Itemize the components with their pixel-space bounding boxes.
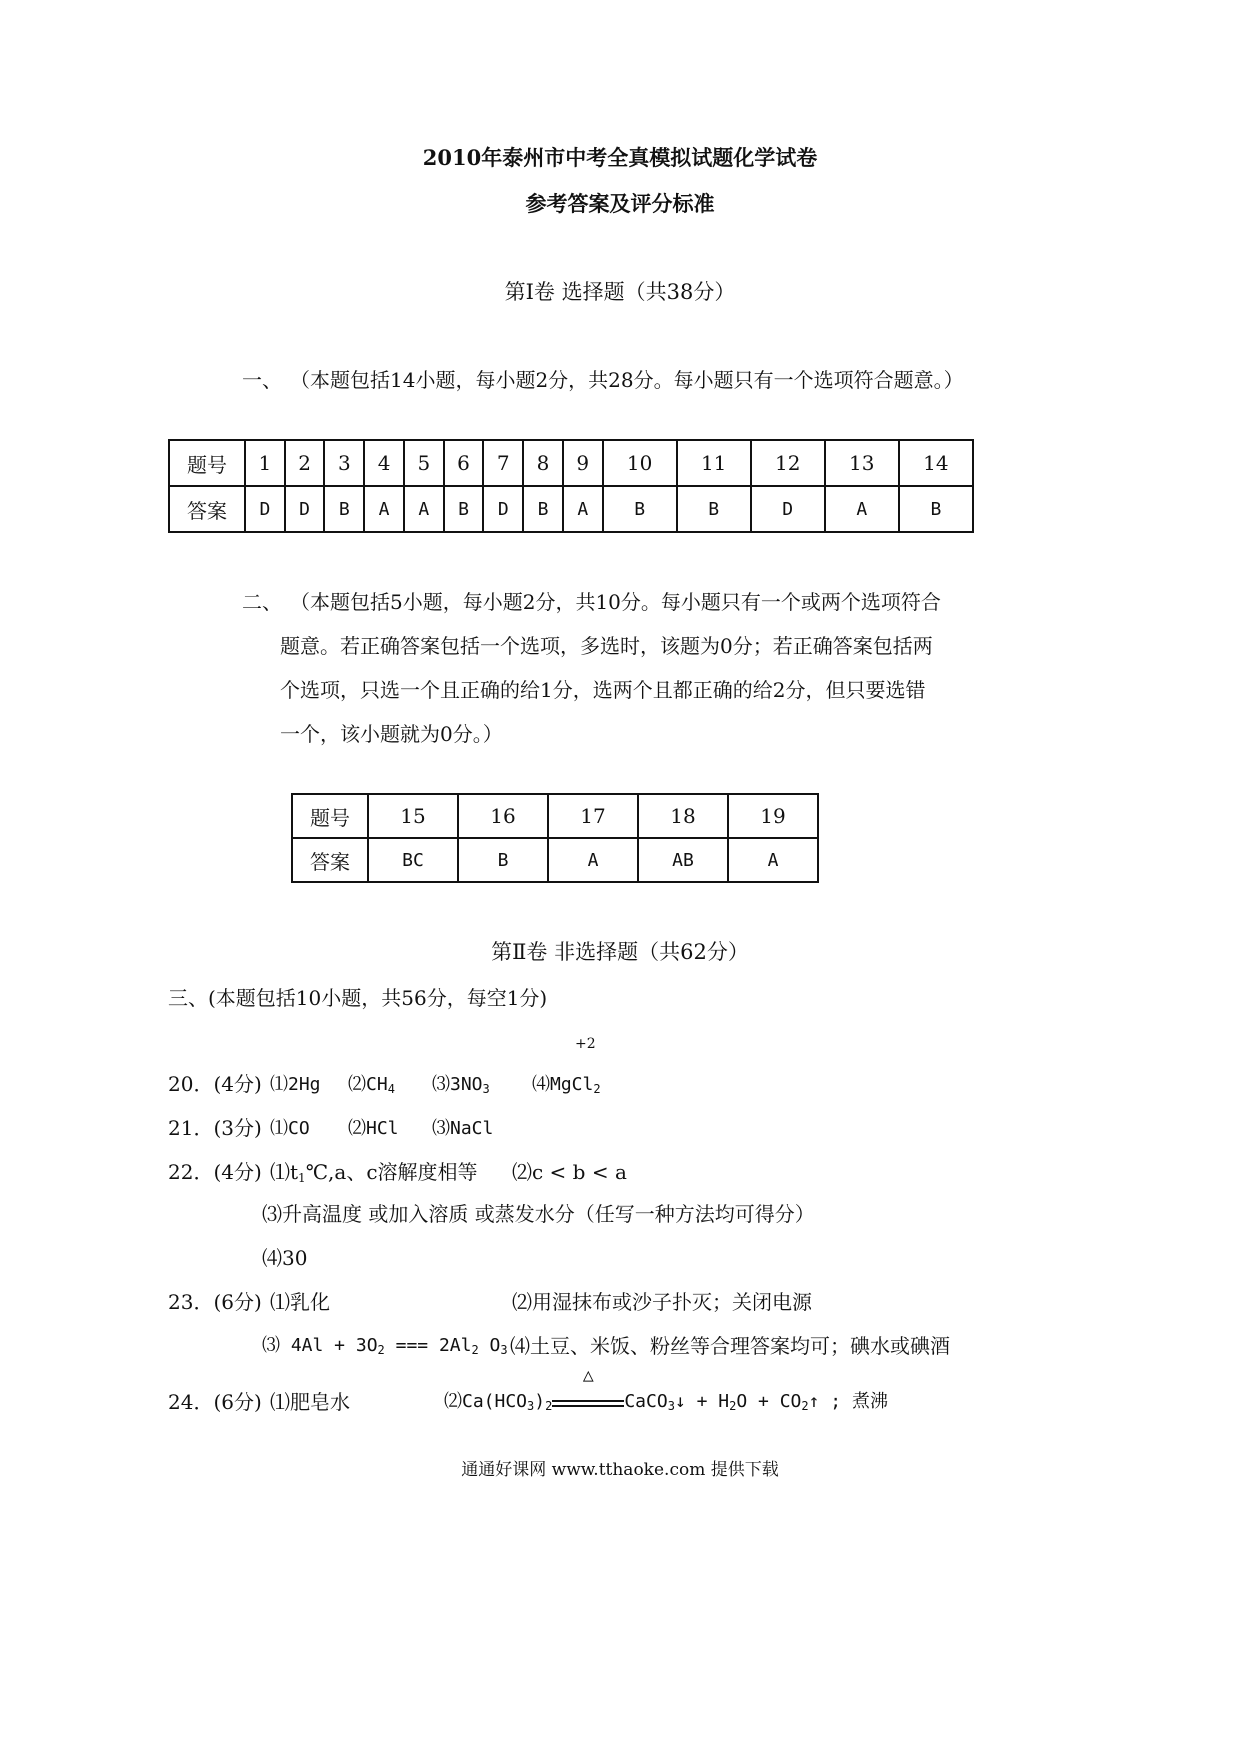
q22-answer-4: ⑷30	[262, 1246, 308, 1270]
answer-cell: B	[324, 486, 364, 532]
question-number-cell: 16	[458, 794, 548, 838]
q20-answer-1: ⑴2Hg	[270, 1074, 321, 1095]
q20-answer-4: ⑷MgCl$_2$	[532, 1074, 601, 1096]
sec1-label: 一、	[242, 368, 282, 392]
answer-cell: D	[483, 486, 523, 532]
sec2-desc-line: 一个，该小题就为0分。）	[280, 722, 503, 746]
answer-cell: A	[404, 486, 444, 532]
answer-cell: D	[751, 486, 825, 532]
answer-table-1	[168, 439, 974, 533]
document-title: 2010年泰州市中考全真模拟试题化学试卷	[422, 145, 818, 170]
question-number-cell: 8	[523, 440, 563, 486]
q23-answer-4: ⑷土豆、米饭、粉丝等合理答案均可；碘水或碘酒	[510, 1334, 950, 1358]
sec2-desc-line: 题意。若正确答案包括一个选项，多选时，该题为0分；若正确答案包括两	[280, 634, 933, 658]
q23-answer-1: ⑴乳化	[270, 1290, 330, 1314]
q24-answer-2: $⑵Ca(HCO_3)_2$ △ CaCO$_3$↓ + $H_2O$ + $CO_2↑$ ; 煮沸	[444, 1365, 888, 1413]
question-number-cell: 1	[245, 440, 285, 486]
q23-answer-3: ⑶ $4Al + 3O_2$ === $2Al_2$ $O_3$	[262, 1335, 508, 1357]
question-number-cell: 14	[899, 440, 973, 486]
sec2-desc-line: （本题包括5小题，每小题2分，共10分。每小题只有一个或两个选项符合	[290, 590, 941, 614]
q22-answer-3: ⑶升高温度 或加入溶质 或蒸发水分（任写一种方法均可得分）	[262, 1202, 815, 1226]
answer-cell: A	[548, 838, 638, 882]
heat-triangle-icon: △	[582, 1365, 594, 1386]
question-number-cell: 18	[638, 794, 728, 838]
sec1-desc: （本题包括14小题，每小题2分，共28分。每小题只有一个选项符合题意。）	[290, 368, 964, 392]
answer-cell: BC	[368, 838, 458, 882]
answer-cell: B	[603, 486, 677, 532]
footer-credit: 通通好课网 www.tthaoke.com 提供下载	[461, 1460, 779, 1480]
q23-number: 23．(6分)	[168, 1290, 262, 1314]
answer-cell: B	[444, 486, 484, 532]
question-number-cell: 5	[404, 440, 444, 486]
answer-cell: B	[677, 486, 751, 532]
question-number-cell: 12	[751, 440, 825, 486]
q24-answer-1: ⑴肥皂水	[270, 1390, 350, 1414]
q22-answer-2: ⑵c < b < a	[512, 1160, 627, 1184]
question-number-cell: 17	[548, 794, 638, 838]
part1-heading: 第Ⅰ卷 选择题（共38分）	[504, 280, 736, 304]
answer-cell: A	[825, 486, 899, 532]
row-label-answer: 答案	[169, 486, 245, 532]
question-number-cell: 7	[483, 440, 523, 486]
q23-answer-2: ⑵用湿抹布或沙子扑灭；关闭电源	[512, 1290, 812, 1314]
sec3-desc: 三、(本题包括10小题，共56分，每空1分)	[168, 986, 548, 1010]
q21-answer-2: ⑵HCl	[348, 1118, 399, 1139]
answer-cell: A	[563, 486, 603, 532]
row-label-answer: 答案	[292, 838, 368, 882]
question-number-cell: 11	[677, 440, 751, 486]
sec2-label: 二、	[242, 590, 282, 614]
q22-answer-1: $⑴t_1℃,a$、c溶解度相等	[270, 1160, 478, 1185]
answer-cell: B	[523, 486, 563, 532]
question-number-cell: 4	[364, 440, 404, 486]
question-number-cell: 10	[603, 440, 677, 486]
valence-mark: +2	[575, 1036, 596, 1052]
question-number-cell: 2	[285, 440, 325, 486]
question-number-cell: 19	[728, 794, 818, 838]
question-number-cell: 3	[324, 440, 364, 486]
answer-cell: B	[458, 838, 548, 882]
answer-cell: D	[245, 486, 285, 532]
part2-heading: 第Ⅱ卷 非选择题（共62分）	[491, 940, 749, 964]
q21-number: 21．(3分)	[168, 1116, 262, 1140]
question-number-cell: 9	[563, 440, 603, 486]
sec2-desc-line: 个选项，只选一个且正确的给1分，选两个且都正确的给2分，但只要选错	[280, 678, 926, 702]
answer-cell: D	[285, 486, 325, 532]
heating-condition-arrow	[552, 1365, 624, 1407]
row-label-number: 题号	[169, 440, 245, 486]
question-number-cell: 13	[825, 440, 899, 486]
answer-cell: A	[728, 838, 818, 882]
document-subtitle: 参考答案及评分标准	[525, 191, 715, 216]
q20-number: 20．(4分)	[168, 1072, 262, 1096]
row-label-number: 题号	[292, 794, 368, 838]
answer-cell: A	[364, 486, 404, 532]
q21-answer-1: ⑴CO	[270, 1118, 310, 1139]
q21-answer-3: ⑶NaCl	[432, 1118, 494, 1139]
question-number-cell: 6	[444, 440, 484, 486]
q20-answer-2: $⑵CH_4$	[348, 1074, 395, 1096]
answer-cell: B	[899, 486, 973, 532]
q20-answer-3: $⑶3NO_3$	[432, 1074, 490, 1096]
q24-number: 24．(6分)	[168, 1390, 262, 1414]
answer-table-2	[291, 793, 819, 883]
question-number-cell: 15	[368, 794, 458, 838]
answer-cell: AB	[638, 838, 728, 882]
q22-number: 22．(4分)	[168, 1160, 262, 1184]
